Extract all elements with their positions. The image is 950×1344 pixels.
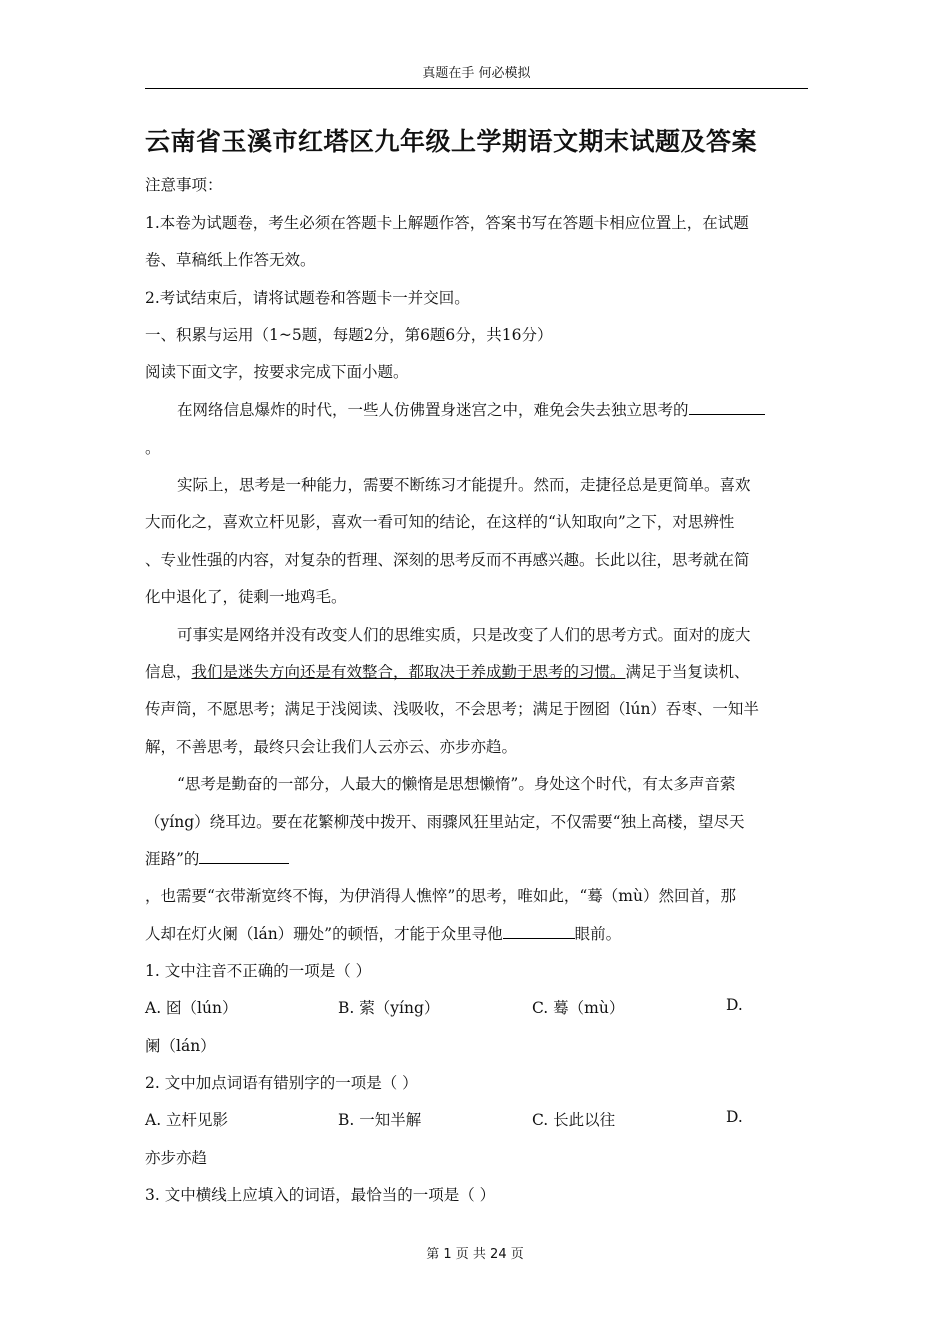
notice-heading: 注意事项： xyxy=(145,176,223,194)
passage-p4-line-4: ，也需要“衣带渐宽终不悔，为伊消得人憔悴”的思考，唯如此，“蓦（mù）然回首，那 xyxy=(145,887,736,905)
question-1-stem: 1. 文中注音不正确的一项是（ ） xyxy=(145,962,372,980)
passage-p3-line-1: 可事实是网络并没有改变人们的思维实质，只是改变了人们的思考方式。面对的庞大 xyxy=(177,626,751,644)
passage-p3-line-2 xyxy=(145,660,750,682)
question-2-option-d[interactable]: D. xyxy=(726,1108,743,1126)
question-2-option-b[interactable]: B. 一知半解 xyxy=(338,1111,422,1129)
passage-p4-line-3 xyxy=(145,847,289,869)
passage-p3-line-2-post: 满足于当复读机、 xyxy=(625,663,750,681)
notice-item-1-line-2: 卷、草稿纸上作答无效。 xyxy=(145,251,316,269)
question-3-stem: 3. 文中横线上应填入的词语，最恰当的一项是（ ） xyxy=(145,1186,496,1204)
notice-item-1-line-1: 1.本卷为试题卷，考生必须在答题卡上解题作答，答案书写在答题卡相应位置上，在试题 xyxy=(145,214,749,232)
document-title: 云南省玉溪市红塔区九年级上学期语文期末试题及答案 xyxy=(145,127,758,156)
question-2-stem: 2. 文中加点词语有错别字的一项是（ ） xyxy=(145,1074,418,1092)
passage-p3-line-3: 传声筒，不愿思考；满足于浅阅读、浅吸收，不会思考；满足于囫囵（lún）吞枣、一知半 xyxy=(145,700,759,718)
header-divider xyxy=(145,88,808,89)
question-2-option-a[interactable]: A. 立杆见影 xyxy=(145,1111,229,1129)
question-1-option-c[interactable]: C. 蓦（mù） xyxy=(532,999,625,1017)
passage-p4-line-1: “思考是勤奋的一部分，人最大的懒惰是思想懒惰”。身处这个时代，有太多声音萦 xyxy=(177,775,736,793)
passage-p1-end: 。 xyxy=(145,439,161,457)
section-1-heading: 一、积累与运用（1~5题，每题2分，第6题6分，共16分） xyxy=(145,326,553,344)
passage-p2-line-3: 、专业性强的内容，对复杂的哲理、深刻的思考反而不再感兴趣。长此以往，思考就在简 xyxy=(145,551,750,569)
passage-p4-line-5-post: 眼前。 xyxy=(574,925,622,943)
notice-item-2: 2.考试结束后，请将试题卷和答题卡一并交回。 xyxy=(145,289,470,307)
fill-blank-3 xyxy=(503,924,575,939)
passage-p1-text: 在网络信息爆炸的时代，一些人仿佛置身迷宫之中，难免会失去独立思考的 xyxy=(177,401,689,419)
passage-p4-line-2: （yíng）绕耳边。要在花繁柳茂中拨开、雨骤风狂里站定，不仅需要“独上高楼，望尽天 xyxy=(145,813,745,831)
passage-p3-line-2-pre: 信息， xyxy=(145,663,192,681)
question-1-option-a[interactable]: A. 囵（lún） xyxy=(145,999,238,1017)
question-1-option-d[interactable]: D. xyxy=(726,996,743,1014)
passage-p4-line-5 xyxy=(145,922,621,944)
underlined-sentence: 我们是迷失方向还是有效整合，都取决于养成勤于思考的习惯。 xyxy=(191,663,626,681)
passage-p4-line-5-pre: 人却在灯火阑（lán）珊处”的顿悟，才能于众里寻他 xyxy=(145,925,503,943)
passage-p2-line-1: 实际上，思考是一种能力，需要不断练习才能提升。然而，走捷径总是更简单。喜欢 xyxy=(177,476,751,494)
fill-blank-2 xyxy=(199,849,289,864)
passage-p3-line-4: 解，不善思考，最终只会让我们人云亦云、亦步亦趋。 xyxy=(145,738,518,756)
section-1-instruction: 阅读下面文字，按要求完成下面小题。 xyxy=(145,363,409,381)
question-2-option-c[interactable]: C. 长此以往 xyxy=(532,1111,616,1129)
passage-p4-line-3-text: 涯路”的 xyxy=(145,850,200,868)
passage-p2-line-2: 大而化之，喜欢立杆见影，喜欢一看可知的结论，在这样的“认知取向”之下，对思辨性 xyxy=(145,513,735,531)
page-header: 真题在手 何必模拟 xyxy=(422,66,531,81)
question-2-option-d-text: 亦步亦趋 xyxy=(145,1149,208,1167)
passage-p1 xyxy=(177,398,765,420)
passage-p2-line-4: 化中退化了，徒剩一地鸡毛。 xyxy=(145,588,347,606)
fill-blank-1 xyxy=(689,400,765,415)
question-1-option-b[interactable]: B. 萦（yíng） xyxy=(338,999,440,1017)
page-footer: 第 1 页 共 24 页 xyxy=(426,1247,524,1262)
question-1-option-d-text: 阑（lán） xyxy=(145,1037,216,1055)
